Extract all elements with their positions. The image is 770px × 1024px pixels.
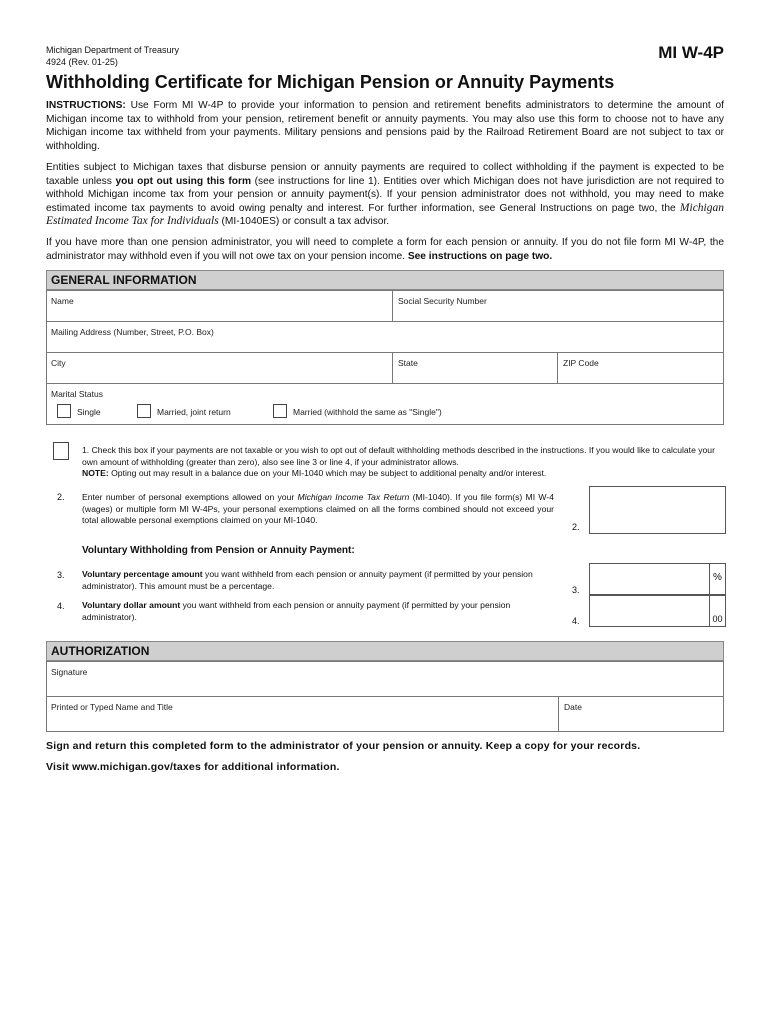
form-number: MI W-4P [658, 43, 724, 62]
instructions-text-2italic: Michigan Estimated Income Tax for Individuals [46, 201, 724, 228]
printed-name-label: Printed or Typed Name and Title [51, 702, 173, 712]
mailing-address-field[interactable] [46, 321, 724, 353]
line1-note-lead: NOTE: [82, 468, 109, 478]
line2-exemptions-input[interactable] [589, 486, 726, 534]
instructions-text-1: Use Form MI W-4P to provide your information to pension and retirement benefits administrators to determine the amount of Michigan income tax to withhold from your pension, retirement benefit or annuity payments. You may also use this form to choose not to have any Michigan income tax withheld from your payments. Military pensions and pensions paid by the Railroad Retirement Board are not subject to tax or withholding. [46, 100, 724, 152]
name-label: Name [51, 296, 74, 306]
instructions-text-3bold: See instructions on page two. [407, 250, 553, 262]
instructions-text-2b: (see instructions for line 1). Entities over which Michigan does not have jurisdiction are not required to withhold Michigan income tax from your pension or annuity payment(s). If your pension administrator does not withhold, you may need to make estimated income tax payments to avoid owing penalty and interest. For further information, see General Instructions on page two, the [46, 175, 725, 214]
line3-percentage-input[interactable] [589, 563, 726, 595]
line4-bold: Voluntary dollar amount [82, 600, 181, 610]
name-field[interactable] [46, 290, 393, 322]
instructions-paragraph-2 [46, 161, 724, 229]
line4-text [82, 600, 560, 623]
ssn-label: Social Security Number [398, 296, 487, 306]
line1-note: Opting out may result in a balance due on your MI-1040 which may be subject to additional penalty and/or interest. [108, 468, 547, 478]
line2-italic: Michigan Income Tax Return [297, 492, 410, 502]
married-single-checkbox[interactable] [273, 404, 287, 418]
city-label: City [51, 358, 66, 368]
line4-description: you want withheld from each pension or annuity payment (if permitted by your pension administrator). [82, 600, 511, 622]
line1-description: Check this box if your payments are not taxable or you wish to opt out of default withholding methods described in the instructions. If you would like to calculate your own amount of withholding (greater than zero), also see line 3 or line 4, if your administrator allows. [82, 445, 715, 467]
percent-unit: % [709, 564, 725, 594]
zip-field[interactable] [557, 352, 724, 384]
date-label: Date [564, 702, 582, 712]
line3-text [82, 569, 560, 592]
general-information-heading: GENERAL INFORMATION [46, 270, 724, 290]
line3-box-label: 3. [572, 585, 580, 595]
instructions-lead: INSTRUCTIONS: [46, 100, 126, 111]
line3-bold: Voluntary percentage amount [82, 569, 203, 579]
ssn-field[interactable] [392, 290, 724, 322]
instructions-text-2a: Entities subject to Michigan taxes that disburse pension or annuity payments are required to collect withholding if the payment is expected to be taxable unless [46, 162, 724, 187]
line2-text-b: (MI-1040). If you file form(s) MI W-4 (wages) or multiple form MI W-4Ps, your personal exemptions claimed on all the forms combined should not exceed your total allowable personal exemptions claimed on your MI-1040. [82, 492, 554, 525]
revision: 4924 (Rev. 01-25) [46, 57, 118, 67]
single-label: Single [77, 407, 101, 417]
line4-number: 4. [57, 601, 65, 611]
date-field[interactable] [558, 696, 724, 732]
line2-text [82, 492, 554, 527]
printed-name-field[interactable] [46, 696, 559, 732]
line2-box-label: 2. [572, 522, 580, 532]
instructions-paragraph-1 [46, 99, 724, 153]
married-single-label: Married (withhold the same as "Single") [293, 407, 442, 417]
authorization-heading: AUTHORIZATION [46, 641, 724, 661]
cents-unit: 00 [709, 596, 725, 626]
state-field[interactable] [392, 352, 558, 384]
married-joint-label: Married, joint return [157, 407, 231, 417]
mailing-address-label: Mailing Address (Number, Street, P.O. Box) [51, 327, 214, 337]
header-department [46, 44, 179, 68]
line3-description: you want withheld from each pension or annuity payment (if permitted by your pension administrator). This amount must be a percentage. [82, 569, 533, 591]
line1-number: 1. [82, 445, 90, 455]
line2-number: 2. [57, 492, 65, 502]
signature-field[interactable] [46, 661, 724, 697]
footer-website: Visit www.michigan.gov/taxes for additional information. [46, 761, 340, 773]
footer-instructions: Sign and return this completed form to the administrator of your pension or annuity. Keep a copy for your records. [46, 740, 641, 752]
line4-dollar-input[interactable] [589, 595, 726, 627]
state-label: State [398, 358, 418, 368]
married-joint-checkbox[interactable] [137, 404, 151, 418]
voluntary-withholding-heading: Voluntary Withholding from Pension or Annuity Payment: [82, 545, 355, 556]
single-checkbox[interactable] [57, 404, 71, 418]
marital-status-label: Marital Status [51, 389, 103, 399]
marital-status-group [46, 383, 724, 425]
city-field[interactable] [46, 352, 393, 384]
line1-opt-out-checkbox[interactable] [53, 442, 69, 460]
instructions-text-2c: (MI-1040ES) or consult a tax advisor. [218, 216, 390, 228]
line4-box-label: 4. [572, 616, 580, 626]
zip-label: ZIP Code [563, 358, 599, 368]
line1-text [82, 445, 726, 480]
page-title: Withholding Certificate for Michigan Pension or Annuity Payments [46, 72, 615, 92]
signature-label: Signature [51, 667, 88, 677]
instructions-paragraph-3 [46, 236, 724, 263]
instructions-text-2bold: you opt out using this form [115, 175, 252, 187]
line3-number: 3. [57, 570, 65, 580]
department-name: Michigan Department of Treasury [46, 45, 180, 55]
line2-text-a: Enter number of personal exemptions allowed on your [82, 492, 298, 502]
instructions-text-3a: If you have more than one pension administrator, you will need to complete a form for each pension or annuity. If you do not file form MI W-4P, the administrator may withhold even if you will not owe tax on your pension income. [46, 237, 724, 262]
